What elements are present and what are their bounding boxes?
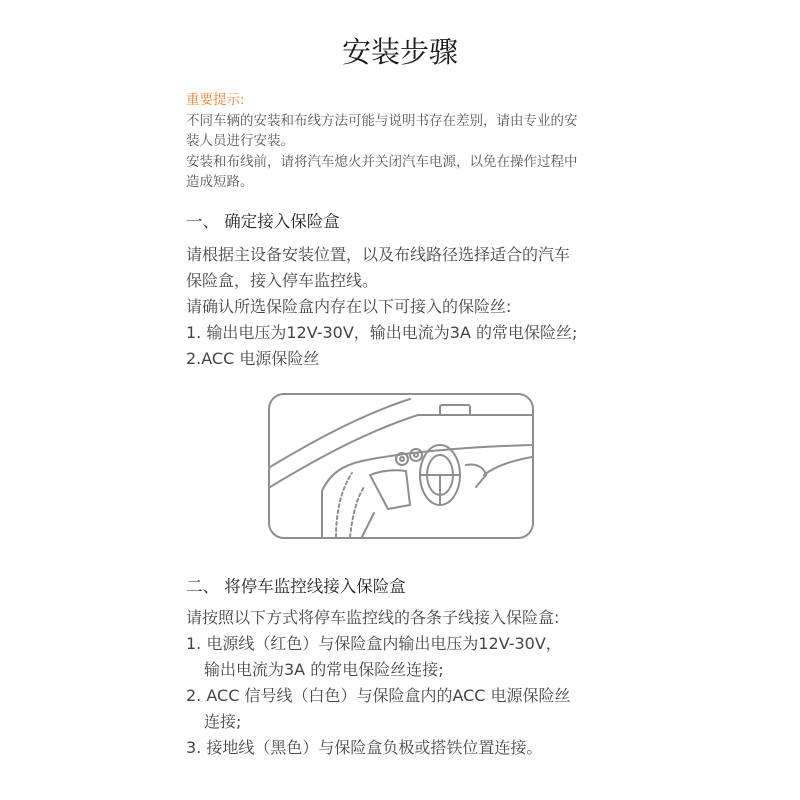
- section-1-line: 2.ACC 电源保险丝: [186, 349, 320, 368]
- section-2-heading: 二、 将停车监控线接入保险盒: [186, 577, 406, 596]
- section-2-body: [186, 605, 646, 761]
- page-title: 安装步骤: [341, 35, 458, 69]
- section-2-line: 请按照以下方式将停车监控线的各条子线接入保险盒:: [186, 608, 560, 627]
- notice-line: 不同车辆的安装和布线方法可能与说明书存在差别，请由专业的安: [186, 112, 578, 129]
- notice-line: 造成短路。: [186, 174, 254, 190]
- notice-line: 安装和布线前，请将汽车熄火并关闭汽车电源，以免在操作过程中: [186, 153, 578, 170]
- section-2-line: 连接;: [204, 712, 242, 731]
- section-1-line: 1. 输出电压为12V-30V，输出电流为3A 的常电保险丝;: [186, 323, 578, 342]
- section-2-line: 2. ACC 信号线（白色）与保险盒内的ACC 电源保险丝: [186, 686, 571, 705]
- notice-label: 重要提示:: [186, 92, 245, 108]
- important-notice: [186, 90, 626, 193]
- car-interior-illustration: [268, 393, 534, 539]
- section-2-line: 1. 电源线（红色）与保险盒内输出电压为12V-30V，: [186, 634, 562, 653]
- section-1-heading: 一、 确定接入保险盒: [186, 212, 340, 231]
- section-1-body: [186, 242, 646, 372]
- section-2-line: 输出电流为3A 的常电保险丝连接;: [204, 660, 444, 679]
- notice-line: 装人员进行安装。: [186, 133, 294, 149]
- section-1-line: 请根据主设备安装位置，以及布线路径选择适合的汽车: [186, 245, 571, 264]
- section-1-line: 请确认所选保险盒内存在以下可接入的保险丝:: [186, 297, 512, 316]
- section-1-line: 保险盒，接入停车监控线。: [186, 271, 379, 290]
- section-2-line: 3. 接地线（黑色）与保险盒负极或搭铁位置连接。: [186, 738, 543, 757]
- car-interior-dashboard-icon: [270, 395, 532, 537]
